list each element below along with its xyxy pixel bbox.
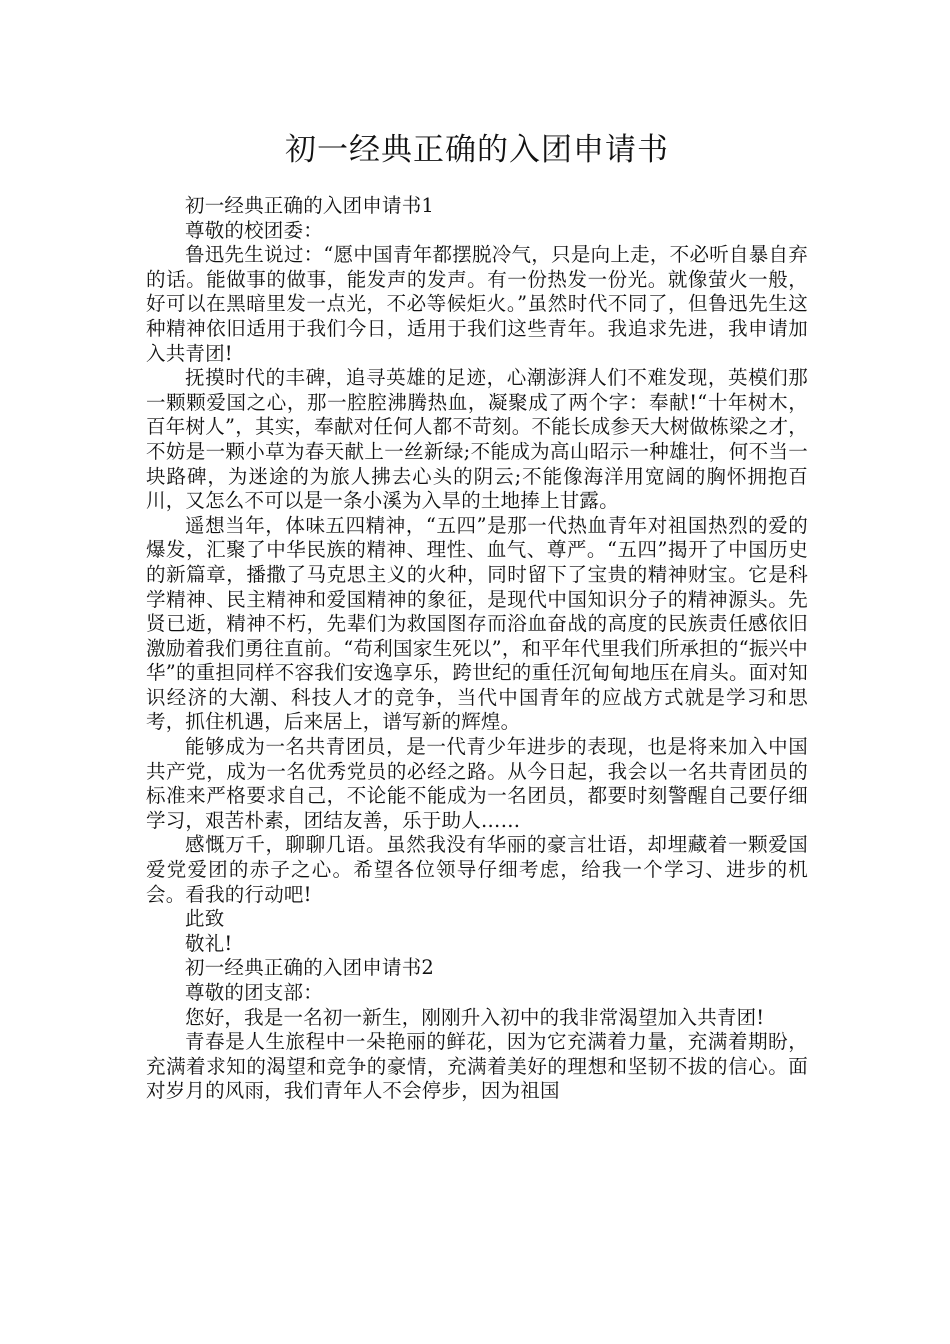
- salutation-1: 尊敬的校团委：: [185, 218, 323, 242]
- paragraph: 抚摸时代的丰碑，追寻英雄的足迹，心潮澎湃人们不难发现，英模们那一颗颗爱国之心，那一腔腔沸腾热血，凝聚成了两个字：奉献!“十年树木，百年树人”，其实，奉献对任何人都不苛刻。不能长成参天大树做栋梁之才，不妨是一颗小草为春天献上一丝新绿;不能成为高山昭示一种雄壮，何不当一块路碑，为迷途的为旅人拂去心头的阴云;不能像海洋用宽阔的胸怀拥抱百川，又怎么不可以是一条小溪为入旱的土地捧上甘露。: [146, 366, 808, 513]
- paragraph: 鲁迅先生说过：“愿中国青年都摆脱冷气，只是向上走，不必听自暴自弃的话。能做事的做事，能发声的发声。有一份热发一份光。就像萤火一般，好可以在黑暗里发一点光，不必等候炬火。”虽然时代不同了，但鲁迅先生这种精神依旧适用于我们今日，适用于我们这些青年。我追求先进，我申请加入共青团!: [146, 243, 808, 365]
- paragraph: 遥想当年，体味五四精神，“五四”是那一代热血青年对祖国热烈的爱的爆发，汇聚了中华民族的精神、理性、血气、尊严。“五四”揭开了中国历史的新篇章，播撒了马克思主义的火种，同时留下了宝贵的精神财宝。它是科学精神、民主精神和爱国精神的象征，是现代中国知识分子的精神源头。先贤已逝，精神不朽，先辈们为救国图存而浴血奋战的高度的民族责任感依旧激励着我们勇往直前。“苟利国家生死以”，和平年代里我们所承担的“振兴中华”的重担同样不容我们安逸享乐，跨世纪的重任沉甸甸地压在肩头。面对知识经济的大潮、科技人才的竞争，当代中国青年的应战方式就是学习和思考，抓住机遇，后来居上，谱写新的辉煌。: [146, 513, 808, 734]
- paragraph: 青春是人生旅程中一朵艳丽的鲜花，因为它充满着力量，充满着期盼，充满着求知的渴望和竞争的豪情，充满着美好的理想和坚韧不拔的信心。面对岁月的风雨，我们青年人不会停步，因为祖国: [146, 1030, 808, 1103]
- salutation-2: 尊敬的团支部：: [185, 981, 323, 1004]
- closing-line: 此致: [185, 907, 225, 931]
- closing-line: 敬礼!: [185, 931, 233, 955]
- paragraph: 能够成为一名共青团员，是一代青少年进步的表现，也是将来加入中国共产党，成为一名优秀党员的必经之路。从今日起，我会以一名共青团员的标准来严格要求自己，不论能不能成为一名团员，都要时刻警醒自己要仔细学习，艰苦朴素，团结友善，乐于助人……: [146, 735, 808, 832]
- heading-letter-1: 初一经典正确的入团申请书1: [185, 194, 435, 217]
- document-page: [146, 128, 808, 1104]
- document-title: 初一经典正确的入团申请书: [285, 132, 669, 168]
- heading-letter-2: 初一经典正确的入团申请书2: [185, 956, 435, 980]
- paragraph: 您好，我是一名初一新生，刚刚升入初中的我非常渴望加入共青团!: [185, 1005, 765, 1029]
- paragraph: 感慨万千，聊聊几语。虽然我没有华丽的豪言壮语，却埋藏着一颗爱国爱党爱团的赤子之心。希望各位领导仔细考虑，给我一个学习、进步的机会。看我的行动吧!: [146, 833, 808, 906]
